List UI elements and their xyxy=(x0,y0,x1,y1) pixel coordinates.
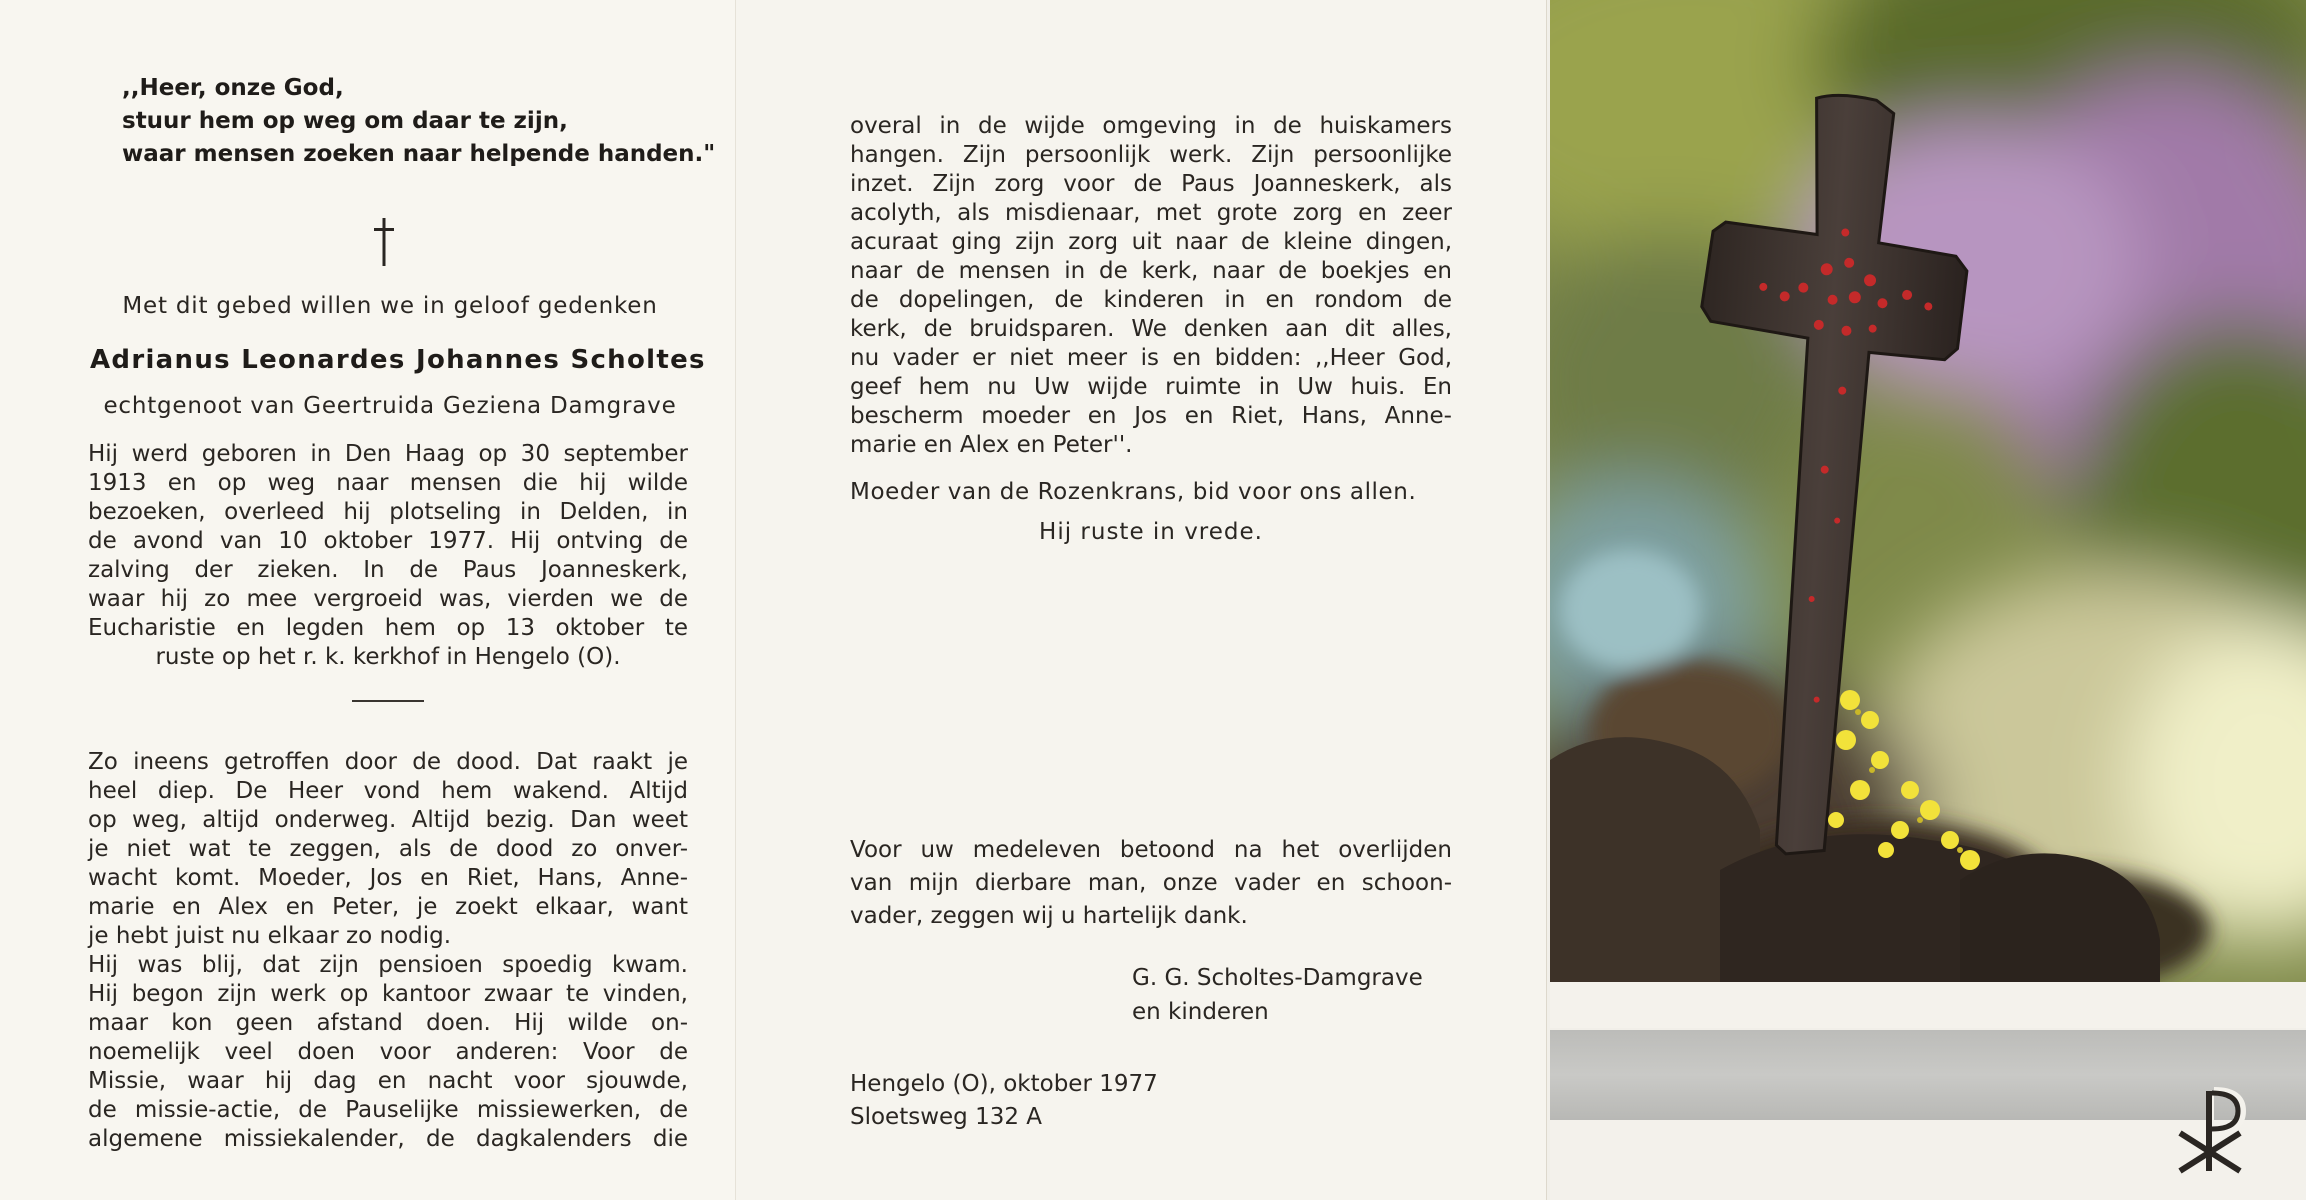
text-line: van mijn dierbare man, onze vader en schoon- xyxy=(850,870,1452,896)
text-line: Hij werd geboren in Den Haag op 30 september xyxy=(88,441,688,467)
quote-line: waar mensen zoeken naar helpende handen." xyxy=(122,141,716,167)
signature xyxy=(1132,961,1423,1029)
text-line: wacht komt. Moeder, Jos en Riet, Hans, Anne- xyxy=(88,865,688,891)
text-line: overal in de wijde omgeving in de huiskamers xyxy=(850,113,1452,139)
text-line: kerk, de bruidsparen. We denken aan dit alles, xyxy=(850,316,1452,342)
text-line: zalving der zieken. In de Paus Joanneskerk, xyxy=(88,557,688,583)
chi-rho-icon xyxy=(2170,1085,2252,1175)
quote-line: stuur hem op weg om daar te zijn, xyxy=(122,108,568,134)
thanks-paragraph xyxy=(850,834,1452,933)
text-line: maar kon geen afstand doen. Hij wilde on- xyxy=(88,1010,688,1036)
spouse-text: echtgenoot van Geertruida Geziena Damgrave xyxy=(103,393,677,419)
prayer-quote xyxy=(122,72,716,171)
text-line: acolyth, als misdienaar, met grote zorg en zeer xyxy=(850,200,1452,226)
text-line: naar de mensen in de kerk, naar de boekjes en xyxy=(850,258,1452,284)
signature-family: en kinderen xyxy=(1132,999,1269,1025)
text-line: je hebt juist nu elkaar zo nodig. xyxy=(88,923,452,949)
dagger-cross-icon xyxy=(372,218,396,266)
biography-paragraph xyxy=(88,440,688,672)
text-line: acuraat ging zijn zorg uit naar de kleine dingen, xyxy=(850,229,1452,255)
intro-text: Met dit gebed willen we in geloof gedenken xyxy=(122,293,658,319)
text-line: noemelijk veel doen voor anderen: Voor de xyxy=(88,1039,688,1065)
text-line: de avond van 10 oktober 1977. Hij ontving de xyxy=(88,528,688,554)
text-line: Voor uw medeleven betoond na het overlijden xyxy=(850,837,1452,863)
text-line: Hij begon zijn werk op kantoor zwaar te vinden, xyxy=(88,981,688,1007)
rosary-prayer: Moeder van de Rozenkrans, bid voor ons allen. xyxy=(850,479,1417,505)
white-band xyxy=(1550,982,2306,1028)
text-line: op weg, altijd onderweg. Altijd bezig. Dan weet xyxy=(88,807,688,833)
text-line: Zo ineens getroffen door de dood. Dat raakt je xyxy=(88,749,688,775)
text-line: 1913 en op weg naar mensen die hij wilde xyxy=(88,470,688,496)
quote-line: ,,Heer, onze God, xyxy=(122,75,344,101)
text-line: ruste op het r. k. kerkhof in Hengelo (O). xyxy=(155,644,621,670)
street-address: Sloetsweg 132 A xyxy=(850,1104,1043,1130)
continued-paragraph xyxy=(850,112,1452,460)
cross-photo xyxy=(1550,0,2306,982)
text-line: hangen. Zijn persoonlijk werk. Zijn persoonlijke xyxy=(850,142,1452,168)
separator-line xyxy=(352,700,424,702)
text-line: Hij was blij, dat zijn pensioen spoedig kwam. xyxy=(88,952,688,978)
text-line: waar hij zo mee vergroeid was, vierden we de xyxy=(88,586,688,612)
place-date: Hengelo (O), oktober 1977 xyxy=(850,1071,1158,1097)
text-line: algemene missiekalender, de dagkalenders die xyxy=(88,1126,688,1152)
signature-name: G. G. Scholtes-Damgrave xyxy=(1132,965,1423,991)
reflection-paragraph xyxy=(88,748,688,1154)
text-line: de missie-actie, de Pauselijke missiewerken, de xyxy=(88,1097,688,1123)
text-line: nu vader er niet meer is en bidden: ,,Heer God, xyxy=(850,345,1452,371)
rest-in-peace: Hij ruste in vrede. xyxy=(1039,519,1263,545)
text-line: de dopelingen, de kinderen in en rondom de xyxy=(850,287,1452,313)
text-line: Eucharistie en legden hem op 13 oktober te xyxy=(88,615,688,641)
text-line: vader, zeggen wij u hartelijk dank. xyxy=(850,903,1248,929)
text-line: geef hem nu Uw wijde ruimte in Uw huis. En xyxy=(850,374,1452,400)
text-line: marie en Alex en Peter''. xyxy=(850,432,1133,458)
text-line: Missie, waar hij dag en nacht voor sjouwde, xyxy=(88,1068,688,1094)
text-line: inzet. Zijn zorg voor de Paus Joanneskerk, als xyxy=(850,171,1452,197)
text-line: je niet wat te zeggen, als de dood zo onver- xyxy=(88,836,688,862)
text-line: marie en Alex en Peter, je zoekt elkaar, want xyxy=(88,894,688,920)
text-line: heel diep. De Heer vond hem wakend. Altijd xyxy=(88,778,688,804)
address-block xyxy=(850,1068,1158,1134)
text-line: bescherm moeder en Jos en Riet, Hans, Anne- xyxy=(850,403,1452,429)
text-line: bezoeken, overleed hij plotseling in Delden, in xyxy=(88,499,688,525)
deceased-name: Adrianus Leonardes Johannes Scholtes xyxy=(90,345,706,375)
